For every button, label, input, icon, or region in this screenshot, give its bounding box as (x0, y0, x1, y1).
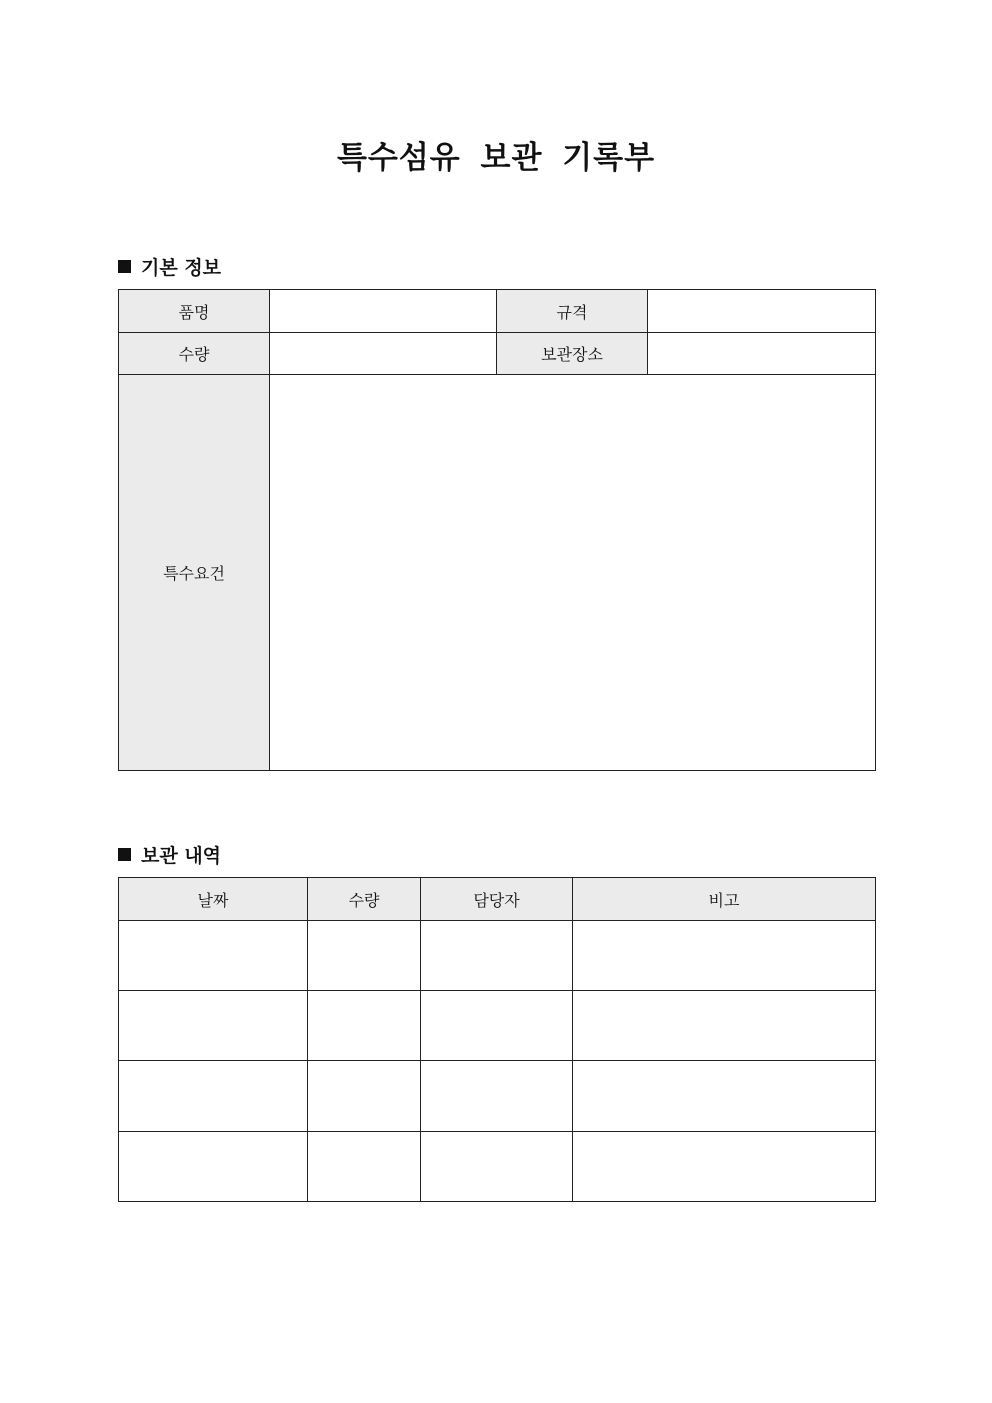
quantity-cell[interactable] (308, 1061, 421, 1132)
date-cell[interactable] (119, 921, 308, 991)
spec-label: 규격 (497, 290, 648, 333)
special-requirements-field[interactable] (270, 375, 876, 771)
table-row (119, 1132, 876, 1202)
basic-info-heading-text: 기본 정보 (141, 257, 222, 279)
spec-field[interactable] (648, 290, 876, 333)
quantity-label: 수량 (119, 333, 270, 375)
column-header-quantity: 수량 (308, 878, 421, 921)
special-requirements-row (119, 375, 876, 771)
table-row (119, 1061, 876, 1132)
square-bullet-icon (118, 260, 131, 273)
table-row (119, 991, 876, 1061)
item-name-label: 품명 (119, 290, 270, 333)
column-header-manager: 담당자 (421, 878, 573, 921)
table-header-row (119, 878, 876, 921)
quantity-field[interactable] (270, 333, 497, 375)
storage-history-heading-text: 보관 내역 (141, 845, 222, 867)
basic-info-heading (118, 253, 221, 280)
document-title: 특수섬유 보관 기록부 (336, 140, 656, 176)
manager-cell[interactable] (421, 921, 573, 991)
quantity-cell[interactable] (308, 921, 421, 991)
quantity-cell[interactable] (308, 1132, 421, 1202)
square-bullet-icon (118, 848, 131, 861)
remarks-cell[interactable] (573, 1132, 876, 1202)
table-row (119, 921, 876, 991)
remarks-cell[interactable] (573, 921, 876, 991)
storage-history-heading (118, 841, 221, 868)
quantity-cell[interactable] (308, 991, 421, 1061)
date-cell[interactable] (119, 1132, 308, 1202)
storage-location-field[interactable] (648, 333, 876, 375)
remarks-cell[interactable] (573, 991, 876, 1061)
item-name-field[interactable] (270, 290, 497, 333)
special-requirements-label: 특수요건 (119, 375, 270, 771)
basic-info-row (119, 290, 876, 333)
manager-cell[interactable] (421, 991, 573, 1061)
date-cell[interactable] (119, 991, 308, 1061)
manager-cell[interactable] (421, 1061, 573, 1132)
date-cell[interactable] (119, 1061, 308, 1132)
basic-info-table (118, 289, 876, 771)
storage-location-label: 보관장소 (497, 333, 648, 375)
column-header-date: 날짜 (119, 878, 308, 921)
basic-info-row (119, 333, 876, 375)
storage-history-table (118, 877, 876, 1202)
manager-cell[interactable] (421, 1132, 573, 1202)
column-header-remarks: 비고 (573, 878, 876, 921)
remarks-cell[interactable] (573, 1061, 876, 1132)
